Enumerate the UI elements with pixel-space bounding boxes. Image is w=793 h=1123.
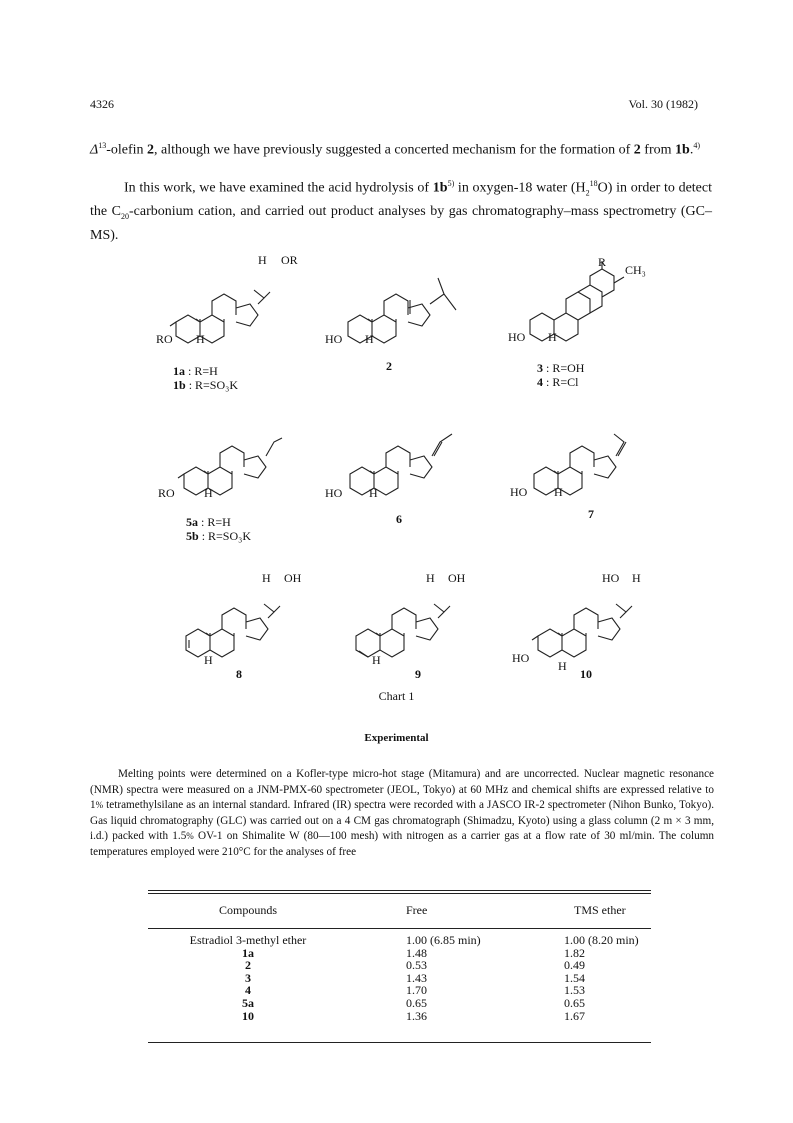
table-cell: 0.53 bbox=[406, 958, 427, 973]
compound-ref: 2 bbox=[633, 142, 641, 158]
table-cell: 3 bbox=[245, 970, 251, 985]
table-cell: 0.65 bbox=[406, 995, 427, 1010]
substituent-label: H bbox=[558, 659, 567, 673]
substituent-label: H bbox=[258, 253, 267, 267]
column-header: TMS ether bbox=[574, 903, 626, 917]
compound-label-3: 3 : R=OH bbox=[537, 361, 585, 375]
section-heading: Experimental bbox=[364, 732, 429, 744]
chart-caption: Chart 1 bbox=[378, 689, 415, 703]
compound-label-4: 4 : R=Cl bbox=[537, 375, 579, 389]
substituent-label: HO bbox=[510, 485, 528, 499]
text-run: -carbonium cation, and carried out product analyses by gas chromatography–mass spectrometry (GC–MS). bbox=[90, 204, 712, 244]
table-cell: 2 bbox=[245, 958, 251, 973]
table-header-row bbox=[148, 903, 651, 928]
table-cell: 1.67 bbox=[564, 1008, 585, 1023]
substituent-label: H bbox=[554, 485, 563, 499]
table-cell: 1.43 bbox=[406, 970, 427, 985]
table-cell: 1.00 (6.85 min) bbox=[406, 933, 481, 947]
subscript: 20 bbox=[121, 212, 129, 222]
compound-label-10: 10 bbox=[580, 667, 592, 681]
subscript: 2 bbox=[585, 188, 590, 198]
substituent-label: HO bbox=[325, 332, 343, 346]
table-top-rule bbox=[148, 893, 651, 894]
compound-label-8: 8 bbox=[236, 667, 242, 681]
substituent-label: HO bbox=[325, 486, 343, 500]
column-header: Compounds bbox=[218, 903, 277, 917]
table-cell: Estradiol 3-methyl ether bbox=[189, 933, 307, 947]
table-cell: 1.53 bbox=[564, 983, 585, 998]
table-cell: 0.65 bbox=[564, 995, 585, 1010]
structure-6 bbox=[350, 434, 452, 495]
compound-label-1a: 1a : R=H bbox=[173, 364, 218, 378]
text-run: OV-1 on Shimalite W (80—100 mesh) with nitrogen as a carrier gas at a flow rate of 30 ml/min. The column temperatures employed were 210°C for the analyses of free bbox=[90, 830, 714, 858]
substituent-label: H bbox=[426, 571, 435, 585]
table-cell: 1a bbox=[242, 945, 254, 960]
substituent-label: H bbox=[369, 486, 378, 500]
text-run: in oxygen-18 water (H bbox=[454, 180, 586, 196]
text-run: from bbox=[640, 142, 676, 158]
column-header: Free bbox=[406, 903, 428, 917]
text-run: Melting points were determined on a Kofler-type micro-hot stage (Mitamura) and are uncorrected. Nuclear magnetic resonance (NMR) spectra were measured on a JNM-PMX-60 spectrometer (JEOL, Tokyo) at 60 MHz and chemical shifts are expressed relative to 1 bbox=[90, 768, 714, 812]
substituent-label: OH bbox=[284, 571, 302, 585]
experimental-paragraph bbox=[90, 767, 714, 861]
table-cell: 1.54 bbox=[564, 970, 585, 985]
substituent-label: OH bbox=[448, 571, 466, 585]
text-run: . bbox=[689, 142, 694, 158]
structure-7 bbox=[534, 434, 626, 495]
compound-label-5b: 5b : R=SO₃K bbox=[186, 529, 251, 543]
table-row bbox=[148, 934, 651, 947]
table-cell: 1.70 bbox=[406, 983, 427, 998]
substituent-label: H bbox=[262, 571, 271, 585]
reference-marker: 4) bbox=[693, 141, 700, 150]
structure-3-4 bbox=[530, 261, 624, 341]
table-cell: 1.82 bbox=[564, 945, 585, 960]
text-run: O) in order to detect the C bbox=[90, 180, 712, 220]
substituent-label: HO bbox=[512, 651, 530, 665]
structure-1 bbox=[170, 290, 270, 343]
compound-ref: 2 bbox=[147, 142, 155, 158]
substituent-label: OR bbox=[281, 253, 298, 267]
text-run: tetramethylsilane as an internal standard. Infrared (IR) spectra were recorded with a JASCO IR-2 spectrometer (Nihon Bunko, Tokyo). Gas liquid chromatography (GLC) was carried out on a 4 CM gas chromatograph (Shimadzu, Kyoto) using a glass column (2 m × 3 mm, i.d.) packed with 1.5 bbox=[90, 799, 714, 843]
substituent-label: H bbox=[204, 653, 213, 667]
compound-label-9: 9 bbox=[415, 667, 421, 681]
table-cell: 1.00 (8.20 min) bbox=[564, 933, 639, 947]
table-bottom-rule bbox=[148, 1042, 651, 1043]
table-cell: 1.36 bbox=[406, 1008, 427, 1023]
superscript: 18 bbox=[589, 179, 598, 188]
substituent-label: RO bbox=[158, 486, 175, 500]
substituent-label: HO bbox=[508, 330, 526, 344]
substituent-label: CH₃ bbox=[625, 263, 646, 277]
table-row bbox=[148, 997, 651, 1010]
reference-marker: 5) bbox=[447, 179, 455, 188]
percent-sign: % bbox=[95, 800, 104, 811]
text-run: , although we have previously suggested a concerted mechanism for the formation of bbox=[154, 142, 634, 158]
substituent-label: HO bbox=[602, 571, 620, 585]
text-run: -olefin bbox=[106, 142, 148, 158]
structure-5 bbox=[178, 438, 282, 495]
table-cell: 5a bbox=[242, 995, 254, 1010]
structure-9 bbox=[356, 604, 450, 657]
percent-sign: % bbox=[186, 831, 194, 842]
delta-symbol: Δ bbox=[90, 142, 99, 158]
table-cell: 10 bbox=[242, 1008, 254, 1023]
substituent-label: RO bbox=[156, 332, 173, 346]
compound-ref: 1b bbox=[675, 142, 690, 158]
table-row bbox=[148, 959, 651, 972]
substituent-label: H bbox=[632, 571, 641, 585]
page-number: 4326 bbox=[90, 97, 114, 111]
table-cell: 1.48 bbox=[406, 945, 427, 960]
compound-label-2: 2 bbox=[386, 359, 392, 373]
structure-8 bbox=[186, 604, 280, 657]
text-run: In this work, we have examined the acid hydrolysis of bbox=[124, 180, 433, 196]
substituent-label: R bbox=[598, 255, 607, 269]
compound-label-1b: 1b : R=SO₃K bbox=[173, 378, 238, 392]
table-row bbox=[148, 1010, 651, 1023]
substituent-label: H bbox=[372, 653, 381, 667]
table-cell: 0.49 bbox=[564, 958, 585, 973]
journal-volume: Vol. 30 (1982) bbox=[628, 97, 698, 111]
structure-10 bbox=[532, 604, 632, 657]
superscript: 13 bbox=[98, 141, 107, 150]
substituent-label: H bbox=[548, 330, 557, 344]
substituent-label: H bbox=[365, 332, 374, 346]
compound-ref: 1b bbox=[432, 180, 448, 196]
retention-table bbox=[148, 903, 651, 1022]
compound-label-6: 6 bbox=[396, 512, 402, 526]
substituent-label: H bbox=[196, 332, 205, 346]
table-cell: 4 bbox=[245, 983, 251, 998]
compound-label-5a: 5a : R=H bbox=[186, 515, 231, 529]
substituent-label: H bbox=[204, 486, 213, 500]
table-top-rule bbox=[148, 890, 651, 891]
compound-label-7: 7 bbox=[588, 507, 594, 521]
